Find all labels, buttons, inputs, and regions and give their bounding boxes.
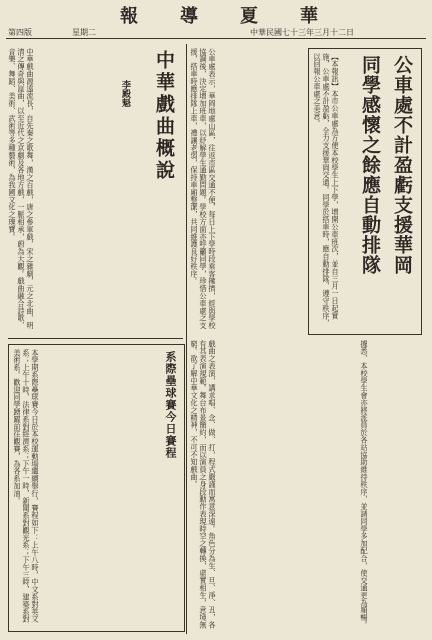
page-number: 第四版 xyxy=(8,28,32,37)
masthead xyxy=(0,0,432,40)
weekday: 星期二 xyxy=(72,28,96,37)
opera-body-middle xyxy=(190,340,355,630)
sports-box xyxy=(8,344,185,632)
opera-section-rule xyxy=(8,338,183,339)
headline-body xyxy=(313,53,349,329)
headline-box xyxy=(308,48,422,335)
sports-body xyxy=(13,349,156,625)
headline-article-lower xyxy=(360,340,422,630)
masthead-char-3: 夏 xyxy=(240,6,260,27)
opera-article-title: 中華戲曲概說 xyxy=(153,50,175,182)
issue-date: 中華民國七十三年三月十二日 xyxy=(250,28,354,37)
masthead-char-4: 華 xyxy=(300,6,320,27)
opera-intro-text: 中華戲曲源遠流長，自先秦之歌舞，漢之百戲，唐之參軍戲，宋之雜劇，元之北曲，明清之傳奇與崑曲，以至近代之京劇及各地方戲，一脈相承，蔚為大觀。戲曲融合詩歌、音樂、舞蹈、美術、武術等多種藝術，為我國文化之瑰寶。 xyxy=(8,48,35,330)
headline-line-1: 公車處不計盈虧支援華岡 xyxy=(391,55,413,275)
masthead-rule xyxy=(6,38,426,39)
masthead-title xyxy=(120,4,320,26)
headline-article-text: 公車處表示，華岡地處山區，往返市區交通不便，每日上下學時段乘客擁擠，經與學校協調後，決定增加班車，以紓解學生通勤問題。學校方面亦呼籲同學，珍惜公車處之支援，搭車時應排隊上車，禮讓老弱，保持車廂整潔，共同維護良好秩序。 xyxy=(190,48,217,330)
masthead-char-1: 報 xyxy=(120,6,140,27)
opera-body-upper-left xyxy=(8,210,108,335)
sports-body-text: 本學期系際壘球賽今日於本校運動場繼續舉行，賽程如下：上午八時，中文系對英文系；上午十時，法律系對經濟系；下午一時，新聞系對觀光系；下午三時，建築系對美術系。歡迎同學踴躍前往觀賽，為各系加油。 xyxy=(13,349,40,623)
headline-body-text: 【本報訊】本市公車處為方便本校學生上下學，增開公車班次，並自三月一日起實施，公車處不計盈虧，全力支援華岡交通。同學於搭車時，應自動排隊，遵守秩序，以回報公車處之美意。 xyxy=(313,53,340,327)
headline-line-2: 同學感懷之餘應自動排隊 xyxy=(359,55,381,275)
masthead-char-2: 導 xyxy=(180,6,200,27)
headline-article-body xyxy=(190,48,302,333)
headline-article-lower-text: 據悉，本校學生會亦將派員於各站協助維持秩序，並請同學多加配合，使交通更為順暢。 xyxy=(360,340,369,629)
column-divider xyxy=(186,44,187,634)
opera-body-middle-text: 戲曲之表演，講求唱、念、做、打，程式嚴謹而寓意深遠。角色分為生、旦、淨、丑，各有其表演規範。舞台布景簡約，而以演員之身段動作表現時空之轉換，虛實相生，意境無窮。欲了解中華文化之精神，不可不知戲曲。 xyxy=(190,340,217,629)
opera-article-author: 李殿魁 xyxy=(120,80,130,107)
sports-title: 系際壘球賽今日賽程 xyxy=(164,351,177,459)
